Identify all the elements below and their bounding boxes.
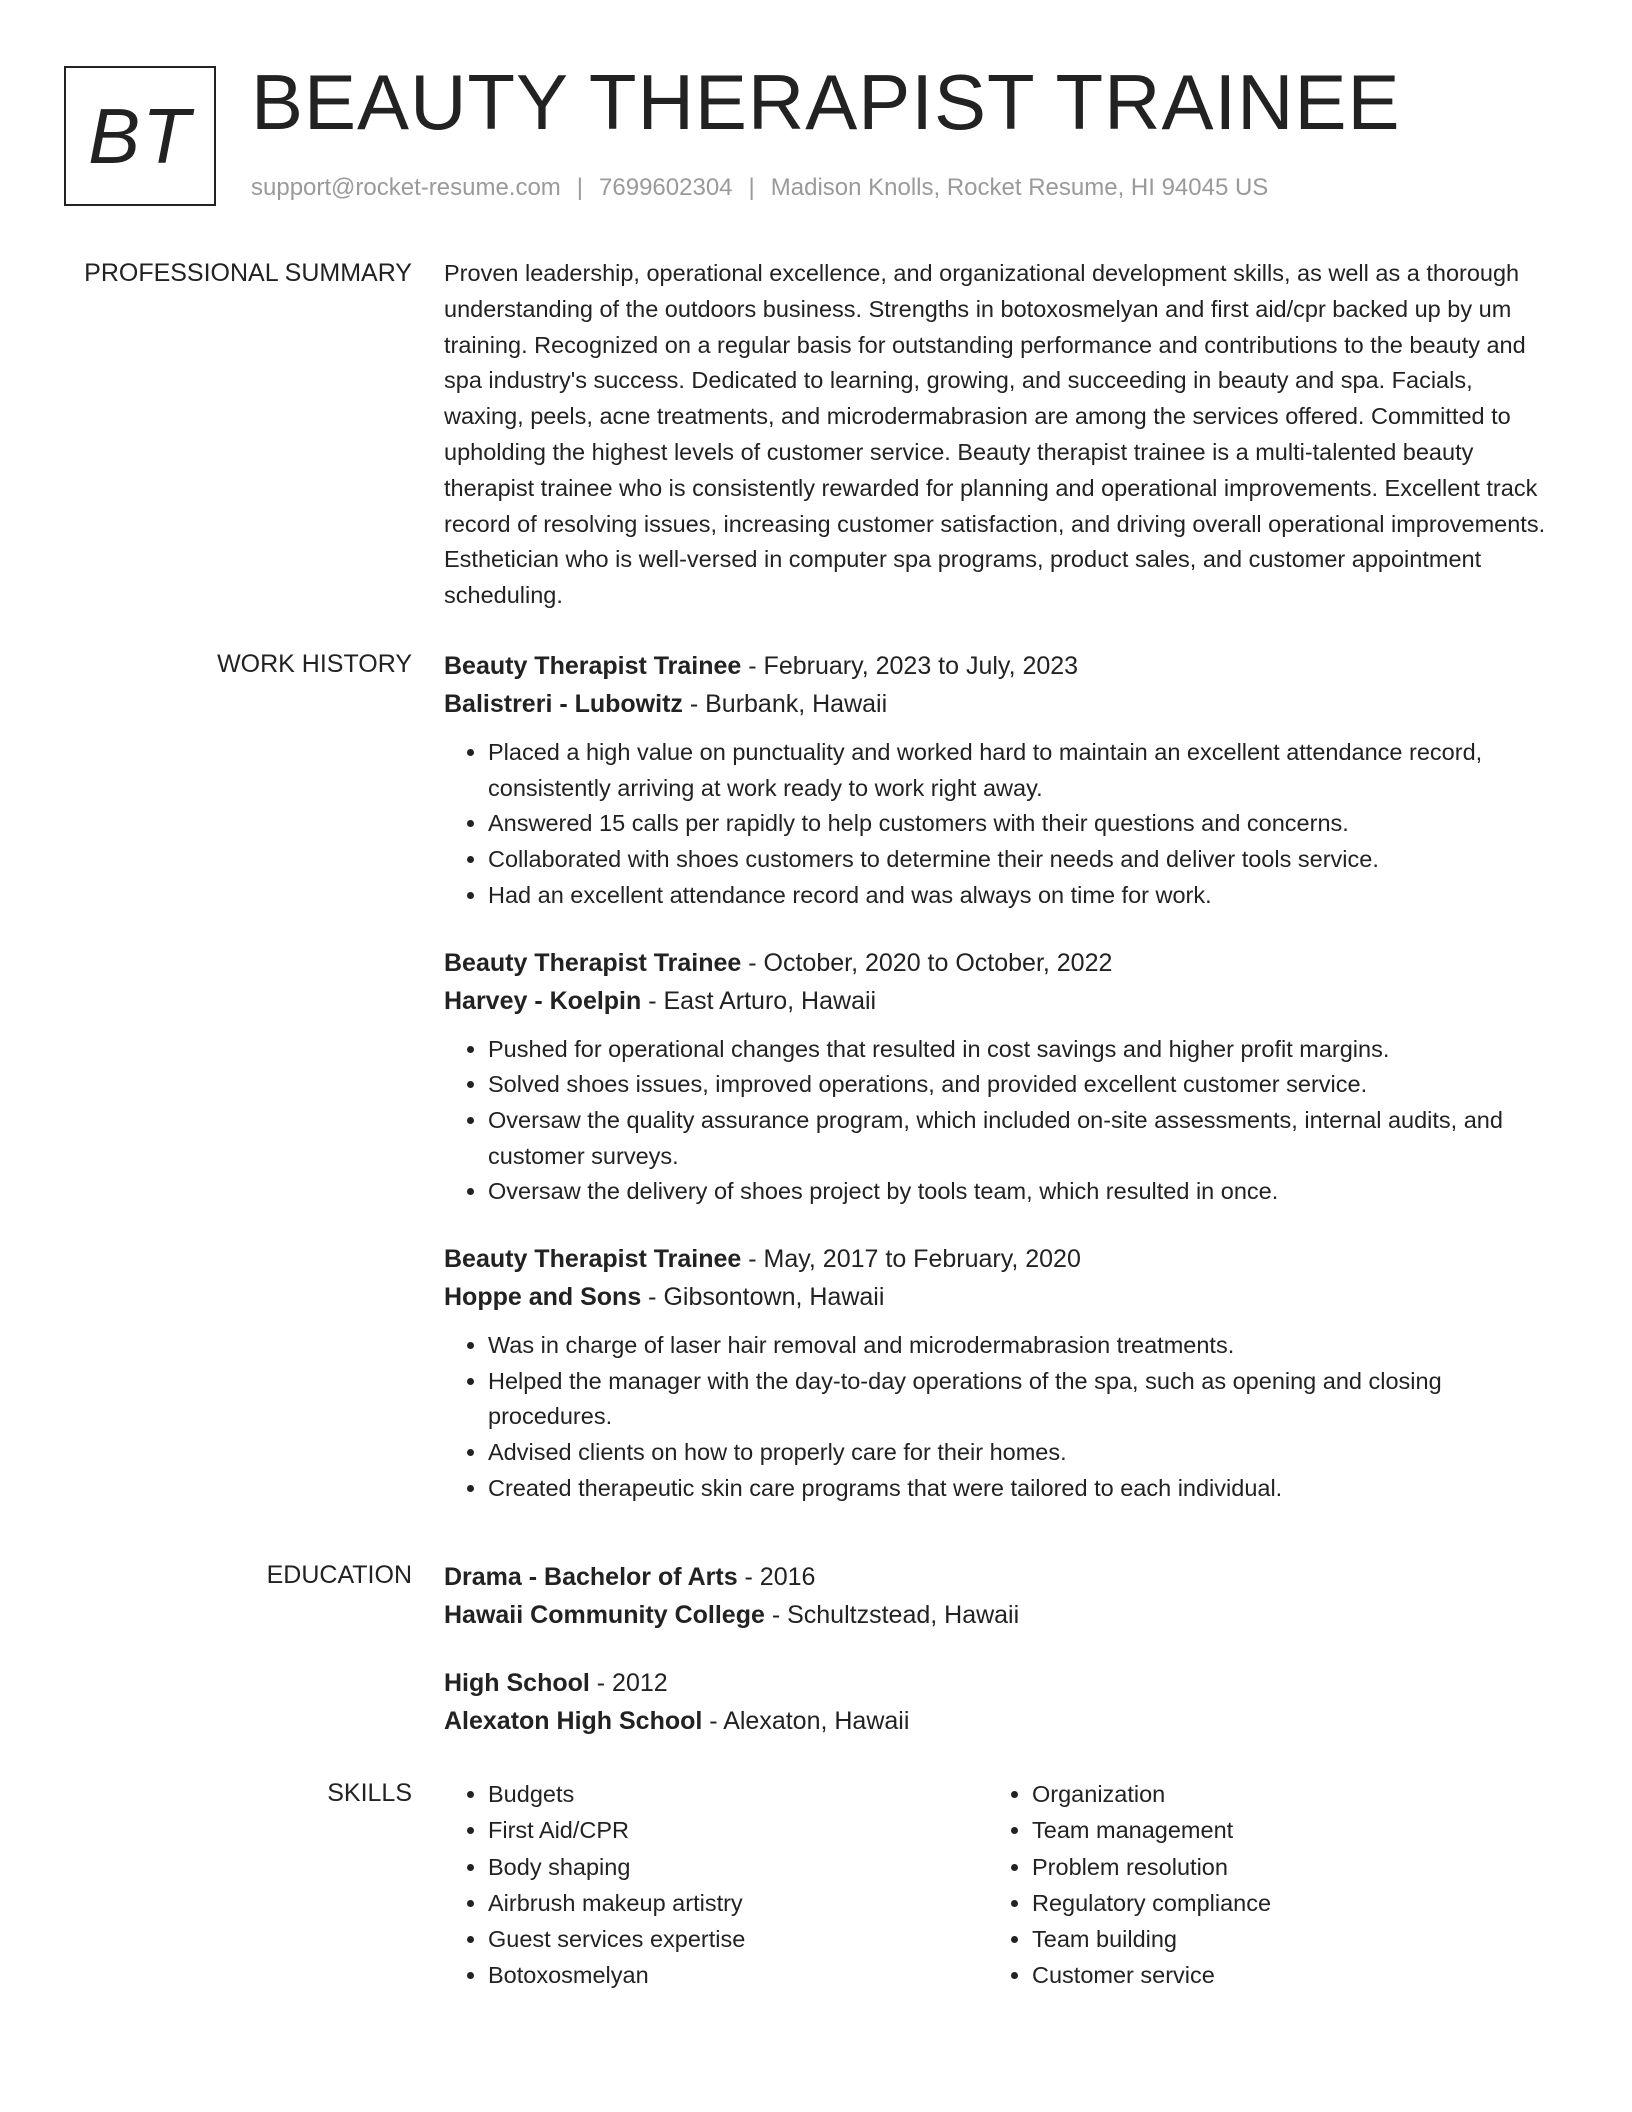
skill-item: • Customer service: [1032, 1957, 1532, 1993]
skills-columns: [444, 1776, 1556, 1994]
skill-item: • Airbrush makeup artistry: [488, 1885, 988, 1921]
job-bullets: [444, 1032, 1556, 1211]
education-body: [444, 1558, 1556, 1770]
job-dates: - February, 2023 to July, 2023: [741, 652, 1079, 680]
job-bullet: • Was in charge of laser hair removal and microdermabrasion treatments.: [488, 1328, 1556, 1364]
education-year: - 2016: [737, 1563, 816, 1591]
job-role: Beauty Therapist Trainee: [444, 948, 742, 977]
job-bullet: • Answered 15 calls per rapidly to help customers with their questions and concerns.: [488, 806, 1556, 842]
contact-line: [251, 174, 1268, 202]
skill-item: • Problem resolution: [1032, 1849, 1532, 1885]
education-degree: Drama - Bachelor of Arts: [444, 1563, 738, 1591]
contact-separator: |: [576, 174, 584, 201]
job-bullet: • Placed a high value on punctuality and worked hard to maintain an excellent attendance record, consistently arriving at work ready to work right away.: [488, 735, 1556, 806]
skill-item: • Team building: [1032, 1921, 1532, 1957]
work-body: [444, 647, 1556, 1537]
job-bullet: • Collaborated with shoes customers to determine their needs and deliver tools service.: [488, 842, 1556, 878]
contact-separator: |: [748, 174, 755, 201]
job-bullet: • Helped the manager with the day-to-day operations of the spa, such as opening and closing procedures.: [488, 1364, 1556, 1435]
job-company: Harvey - Koelpin: [444, 986, 642, 1015]
job-bullet: • Created therapeutic skin care programs that were tailored to each individual.: [488, 1471, 1556, 1507]
skills-list-right: [988, 1776, 1532, 1994]
job-location: - Gibsontown, Hawaii: [641, 1283, 885, 1312]
job-role: Beauty Therapist Trainee: [444, 1245, 742, 1274]
education-entry: [444, 1558, 1556, 1634]
job-company-line: [444, 1278, 1556, 1316]
monogram-box: [64, 66, 216, 206]
job-dates: - October, 2020 to October, 2022: [741, 948, 1113, 977]
monogram-initials: BT: [88, 91, 192, 180]
job-bullets: [444, 1328, 1556, 1507]
section-title-skills: SKILLS: [327, 1779, 412, 1807]
job-bullet: • Advised clients on how to properly care for their homes.: [488, 1435, 1556, 1471]
section-title-education: EDUCATION: [266, 1561, 412, 1589]
job-entry: [444, 1240, 1556, 1507]
resume-name: BEAUTY THERAPIST TRAINEE: [251, 58, 1401, 146]
job-company: Balistreri - Lubowitz: [444, 690, 683, 718]
skills-list-left: [444, 1776, 988, 1994]
job-bullet: • Oversaw the delivery of shoes project by tools team, which resulted in once.: [488, 1174, 1556, 1210]
job-location: - Burbank, Hawaii: [682, 690, 888, 718]
skill-item: • Budgets: [488, 1776, 988, 1812]
contact-phone: 7699602304: [599, 174, 733, 201]
job-title-line: [444, 1240, 1556, 1278]
skill-item: • Organization: [1032, 1776, 1532, 1812]
job-location: - East Arturo, Hawaii: [641, 986, 877, 1015]
job-role: Beauty Therapist Trainee: [444, 652, 742, 680]
skill-item: • Botoxosmelyan: [488, 1957, 988, 1993]
skill-item: • Team management: [1032, 1812, 1532, 1848]
education-location: - Alexaton, Hawaii: [702, 1707, 910, 1735]
job-bullets: [444, 735, 1556, 914]
skill-item: • First Aid/CPR: [488, 1812, 988, 1848]
education-school: Alexaton High School: [444, 1707, 703, 1735]
job-bullet: • Oversaw the quality assurance program, which included on-site assessments, internal audits, and customer surveys.: [488, 1103, 1556, 1174]
education-degree-line: [444, 1558, 1556, 1596]
education-degree: High School: [444, 1669, 590, 1697]
summary-text: Proven leadership, operational excellence, and organizational development skills, as well as a thorough understanding of the outdoors business. Strengths in botoxosmelyan and first aid/cpr backed up by um training. Recognized on a regular basis for outstanding performance and contributions to the beauty and spa industry's success. Dedicated to learning, growing, and succeeding in beauty and spa. Facials, waxing, peels, acne treatments, and microdermabrasion are among the services offered. Committed to upholding the highest levels of customer service. Beauty therapist trainee is a multi-talented beauty therapist trainee who is consistently rewarded for planning and operational improvements. Excellent track record of resolving issues, increasing customer satisfaction, and driving overall operational improvements. Esthetician who is well-versed in computer spa programs, product sales, and customer appointment scheduling.: [444, 260, 1546, 609]
job-entry: [444, 647, 1556, 914]
contact-email: support@rocket-resume.com: [251, 174, 561, 201]
education-school-line: [444, 1702, 1556, 1740]
skills-body: [444, 1776, 1556, 1994]
job-bullet: • Pushed for operational changes that resulted in cost savings and higher profit margins.: [488, 1032, 1556, 1068]
section-title-summary: PROFESSIONAL SUMMARY: [84, 259, 412, 287]
summary-body: [444, 256, 1556, 614]
job-company: Hoppe and Sons: [444, 1283, 642, 1312]
education-year: - 2012: [589, 1669, 668, 1697]
job-title-line: [444, 944, 1556, 982]
job-company-line: [444, 685, 1556, 723]
education-entry: [444, 1664, 1556, 1740]
job-company-line: [444, 982, 1556, 1020]
skill-item: • Regulatory compliance: [1032, 1885, 1532, 1921]
job-entry: [444, 944, 1556, 1211]
contact-address: Madison Knolls, Rocket Resume, HI 94045 US: [770, 174, 1269, 201]
skill-item: • Guest services expertise: [488, 1921, 988, 1957]
education-location: - Schultzstead, Hawaii: [764, 1601, 1020, 1629]
education-school-line: [444, 1596, 1556, 1634]
section-title-work: WORK HISTORY: [217, 650, 412, 678]
job-dates: - May, 2017 to February, 2020: [741, 1245, 1081, 1274]
education-school: Hawaii Community College: [444, 1601, 765, 1629]
job-bullet: • Had an excellent attendance record and was always on time for work.: [488, 878, 1556, 914]
job-title-line: [444, 647, 1556, 685]
skill-item: • Body shaping: [488, 1849, 988, 1885]
education-degree-line: [444, 1664, 1556, 1702]
job-bullet: • Solved shoes issues, improved operations, and provided excellent customer service.: [488, 1067, 1556, 1103]
